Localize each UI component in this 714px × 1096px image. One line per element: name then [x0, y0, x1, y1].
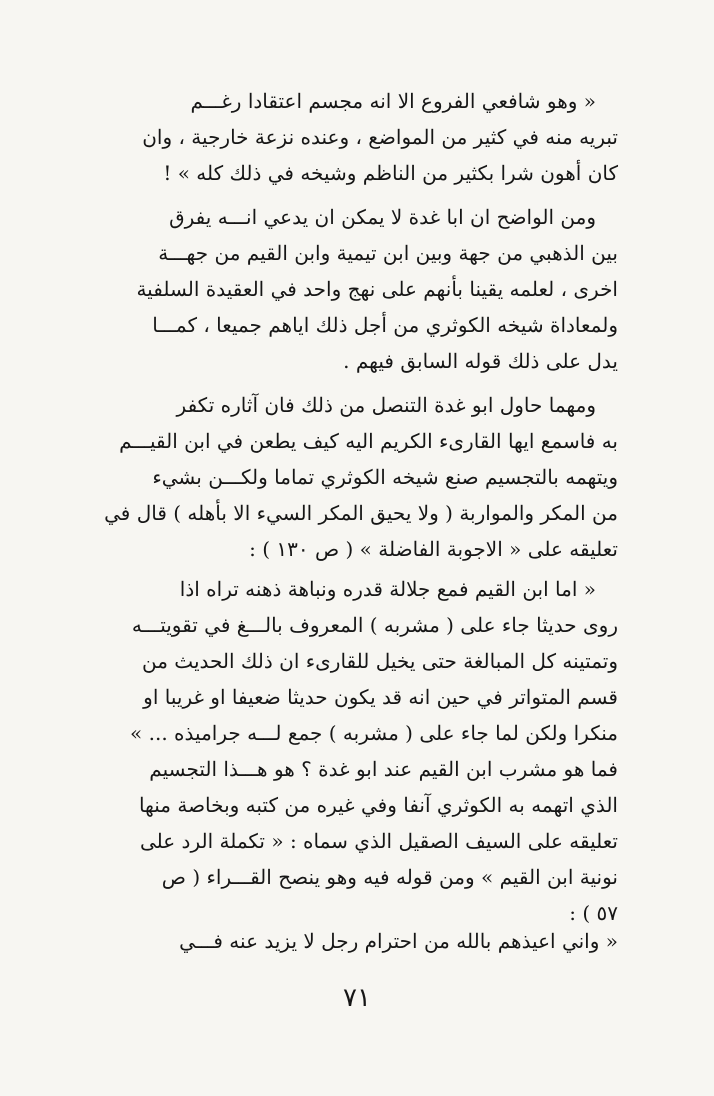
text-line: « اما ابن القيم فمع جلالة قدره ونباهة ذهنه تراه اذا — [179, 577, 596, 601]
text-line: بين الذهبي من جهة وبين ابن تيمية وابن القيم من جهـــة — [158, 241, 618, 265]
paragraph-2 — [98, 199, 618, 379]
text-line: تعليقه على « الاجوبة الفاضلة » ( ص ١٣٠ ) : — [249, 537, 618, 561]
text-line: كان أهون شرا بكثير من الناظم وشيخه في ذلك كله » ! — [163, 161, 618, 185]
page-number: ٧١ — [343, 983, 371, 1013]
text-line: منكرا ولكن لما جاء على ( مشربه ) جمع لـــه جراميذه ... » — [130, 721, 618, 745]
paragraph-1 — [98, 83, 618, 191]
text-line: ويتهمه بالتجسيم صنع شيخه الكوثري تماما ولكـــن بشيء — [152, 465, 618, 489]
text-line: اخرى ، لعلمه يقينا بأنهم على نهج واحد في العقيدة السلفية — [136, 277, 618, 301]
text-line: وتمتينه كل المبالغة حتى يخيل للقارىء ان ذلك الحديث من — [142, 649, 618, 673]
paragraph-3 — [98, 387, 618, 567]
text-line: من المكر والمواربة ( ولا يحيق المكر السيء الا بأهله ) قال في — [104, 501, 618, 525]
text-line: نونية ابن القيم » ومن قوله فيه وهو ينصح القـــراء ( ص — [161, 865, 618, 889]
text-line: تعليقه على السيف الصقيل الذي سماه : « تكملة الرد على — [139, 829, 618, 853]
text-line: قسم المتواتر في حين انه قد يكون حديثا ضعيفا او غريبا او — [143, 685, 618, 709]
text-line: تبريه منه في كثير من المواضع ، وعنده نزعة خارجية ، وان — [142, 125, 618, 149]
text-line: فما هو مشرب ابن القيم عند ابو غدة ؟ هو هـــذا التجسيم — [149, 757, 618, 781]
text-line: « وهو شافعي الفروع الا انه مجسم اعتقادا رغـــم — [190, 89, 596, 113]
text-line: به فاسمع ايها القارىء الكريم اليه كيف يطعن في ابن القيـــم — [119, 429, 618, 453]
text-line: ومن الواضح ان ابا غدة لا يمكن ان يدعي انـــه يفرق — [169, 205, 596, 229]
paragraph-5 — [98, 923, 618, 959]
text-line: ٥٧ ) : — [569, 901, 618, 925]
text-line: ومهما حاول ابو غدة التنصل من ذلك فان آثاره تكفر — [176, 393, 596, 417]
text-line: الذي اتهمه به الكوثري آنفا وفي غيره من كتبه وبخاصة منها — [138, 793, 618, 817]
text-line: يدل على ذلك قوله السابق فيهم . — [343, 349, 618, 373]
text-line: روى حديثا جاء على ( مشربه ) المعروف بالـــغ في تقويتـــه — [131, 613, 618, 637]
text-line: « واني اعيذهم بالله من احترام رجل لا يزيد عنه فـــي — [179, 929, 618, 953]
paragraph-4 — [98, 571, 618, 931]
text-line: ولمعاداة شيخه الكوثري من أجل ذلك اياهم جميعا ، كمـــا — [152, 313, 618, 337]
